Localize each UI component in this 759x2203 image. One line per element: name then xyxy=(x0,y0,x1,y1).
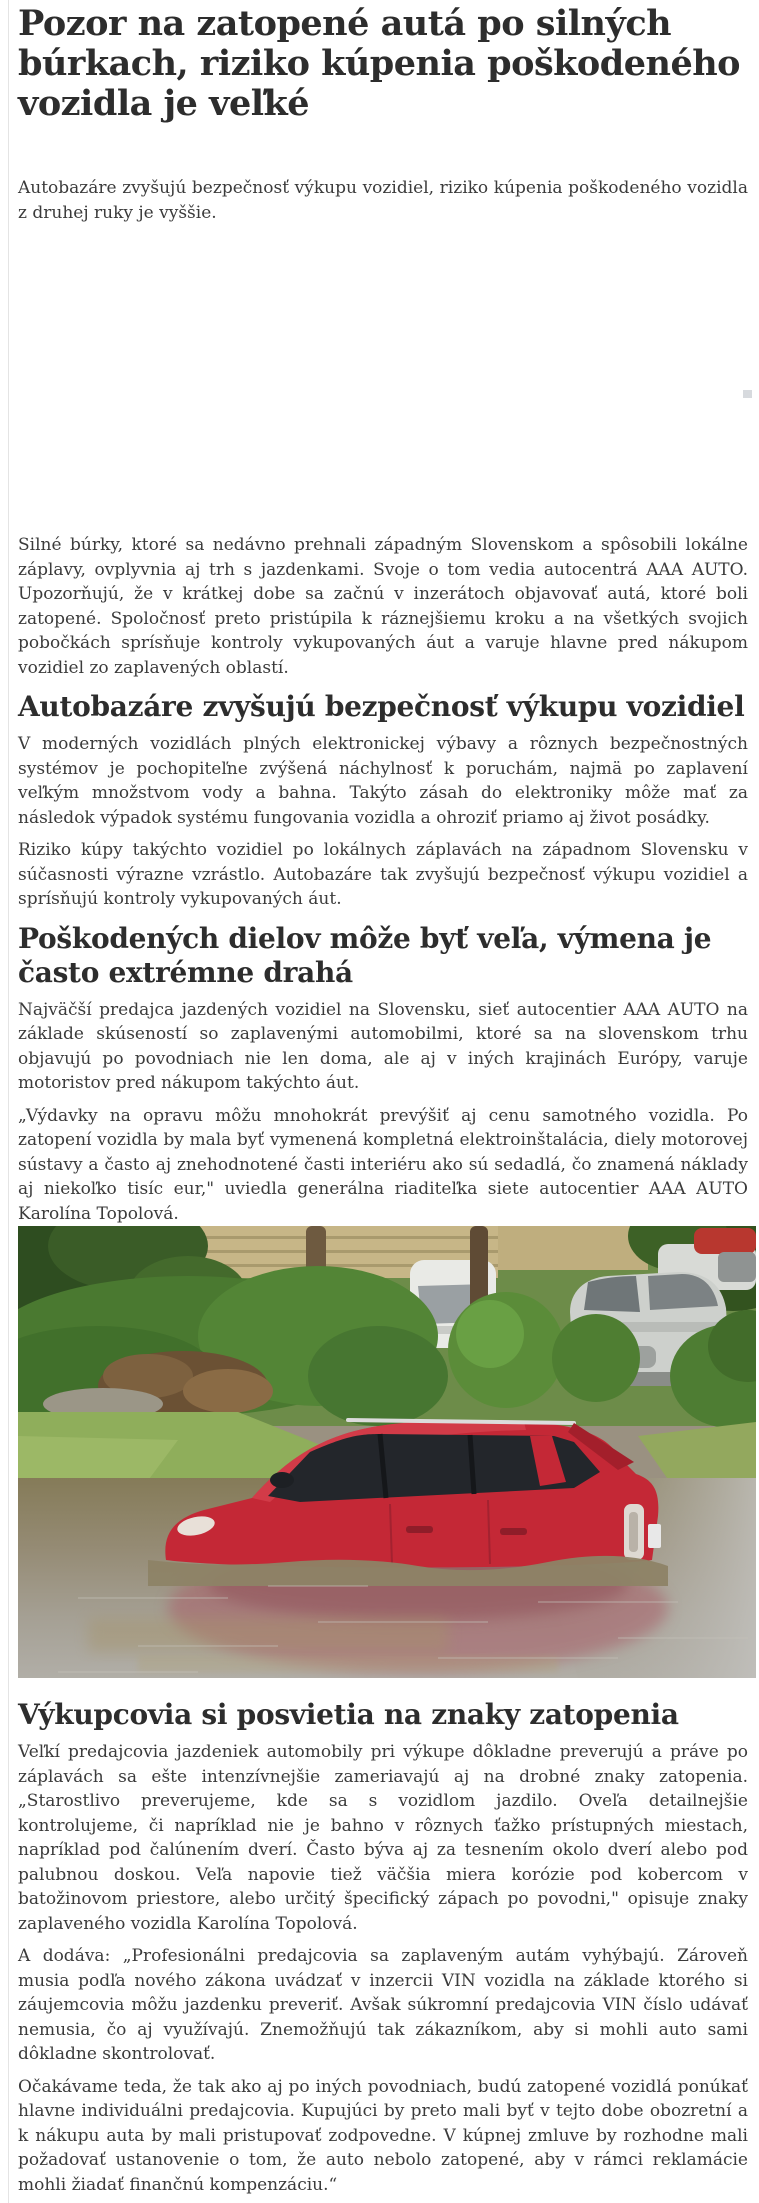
paragraph-signs-1: Veľkí predajcovia jazdeniek automobily pri výkupe dôkladne preverujú a práve po záplavách sa ešte intenzívnejšie zameriavajú aj na drobné znaky zatopenia. „Starostlivo preverujeme, kde sa s vozidlom jazdilo. Oveľa detailnejšie kontrolujeme, či napríklad nie je bahno v rôznych ťažko prístupných miestach, napríklad pod čalúnením dverí. Často býva aj za tesnením okolo dverí alebo pod palubnou doskou. Veľa napovie tiež väčšia miera korózie pod kobercom v batožinovom priestore, alebo určitý špecifický zápach po povodni," opisuje znaky zaplaveného vozidla Karolína Topolová. xyxy=(18,1742,748,1934)
ad-slot-empty xyxy=(18,225,748,509)
paragraph-intro: Silné búrky, ktoré sa nedávno prehnali západným Slovenskom a spôsobili lokálne záplavy, ovplyvnia aj trh s jazdenkami. Svoje o tom vedia autocentrá AAA AUTO. Upozorňujú, že v krátkej dobe sa začnú v inzerátoch objavovať autá, ktoré boli zatopené. Spoločnosť preto pristúpila k ráznejšiemu kroku a na všetkých svojich pobočkách sprísňuje kontroly vykupovaných áut a varuje hlavne pred nákupom vozidiel zo zaplavených oblastí. xyxy=(18,535,748,678)
paragraph-parts-2: „Výdavky na opravu môžu mnohokrát prevýšiť aj cenu samotného vozidla. Po zatopení vozidla by mala byť vymenená kompletná elektroinštalácia, diely motorovej sústavy a často aj znehodnotené časti interiéru ako sú sedadlá, čo znamená náklady aj niekoľko tisíc eur," uviedla generálna riaditeľka siete autocentier AAA AUTO Karolína Topolová. xyxy=(18,1105,748,1224)
paragraph-signs-3: Očakávame teda, že tak ako aj po iných povodniach, budú zatopené vozidlá ponúkať hlavne individuálni predajcovia. Kupujúci by preto mali byť v tejto dobe obozretní a k nákupu auta by mali pristupovať zodpovedne. V kúpnej zmluve by rozhodne mali požadovať ustanovenie o tom, že auto nebolo zatopené, aby v rámci reklamácie mohli žiadať finančnú kompenzáciu.“ xyxy=(18,2076,748,2195)
paragraph-signs-2: A dodáva: „Profesionálni predajcovia sa zaplaveným autám vyhýbajú. Zároveň musia podľa nového zákona uvádzať v inzercii VIN vozidla na základe ktorého si záujemcovia môžu jazdenku preveriť. Avšak súkromní predajcovia VIN číslo udávať nemusia, čo aj využívajú. Znemožňujú tak zákazníkom, aby si mohli auto sami dôkladne skontrolovať. xyxy=(18,1946,748,2064)
flooded-car-photo xyxy=(18,1226,756,1678)
article-title: Pozor na zatopené autá po silných búrkach, riziko kúpenia poškodeného vozidla je veľké xyxy=(18,3,741,124)
heading-security: Autobazáre zvyšujú bezpečnosť výkupu vozidiel xyxy=(18,690,745,723)
heading-parts: Poškodených dielov môže byť veľa, výmena je často extrémne drahá xyxy=(18,921,712,989)
article-lead: Autobazáre zvyšujú bezpečnosť výkupu vozidiel, riziko kúpenia poškodeného vozidla z druhej ruky je vyššie. xyxy=(18,178,748,223)
ad-scrollbar-artifact xyxy=(743,390,752,398)
heading-signs: Výkupcovia si posvietia na znaky zatopenia xyxy=(18,1698,679,1731)
article-page xyxy=(8,0,759,2203)
paragraph-security-2: Riziko kúpy takýchto vozidiel po lokálnych záplavách na západnom Slovensku v súčasnosti výrazne vzrástlo. Autobazáre tak zvyšujú bezpečnosť výkupu vozidiel a sprísňujú kontroly vykupovaných áut. xyxy=(18,840,748,909)
paragraph-security-1: V moderných vozidlách plných elektronickej výbavy a rôznych bezpečnostných systémov je pochopiteľne zvýšená náchylnosť k poruchám, najmä po zaplavení veľkým množstvom vody a bahna. Takýto zásah do elektroniky môže mať za následok výpadok systému fungovania vozidla a ohroziť priamo aj život posádky. xyxy=(18,734,748,828)
paragraph-parts-1: Najväčší predajca jazdených vozidiel na Slovensku, sieť autocentier AAA AUTO na základe skúseností so zaplavenými automobilmi, ktoré sa na slovenskom trhu objavujú po povodniach nie len doma, ale aj v iných krajinách Európy, varuje motoristov pred nákupom takýchto áut. xyxy=(18,999,748,1093)
